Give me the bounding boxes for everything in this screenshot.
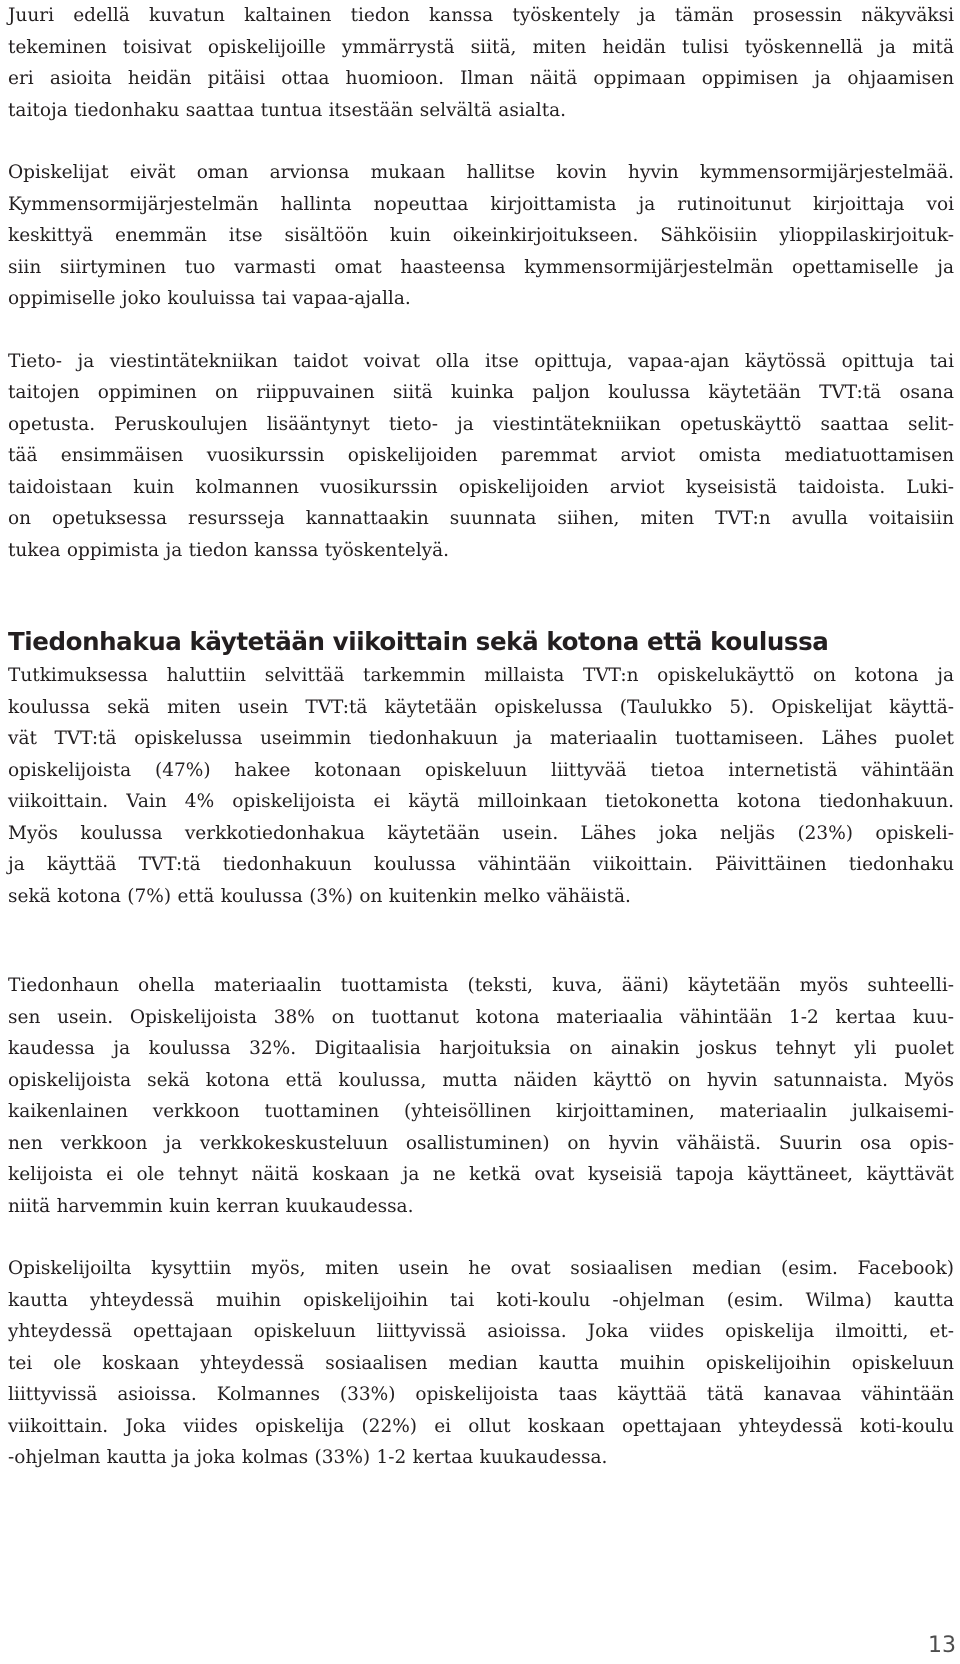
text-line: siin siirtyminen tuo varmasti omat haasteensa kymmensormijärjestelmän opettamiselle ja	[8, 256, 954, 278]
text-line: viikoittain. Vain 4% opiskelijoista ei käytä milloinkaan tietokonetta kotona tiedonhakuun.	[8, 791, 954, 812]
text-line: tekeminen toisivat opiskelijoille ymmärrystä siitä, miten heidän tulisi työskennellä ja mitä	[8, 36, 954, 58]
text-line: Tiedonhaun ohella materiaalin tuottamista (teksti, kuva, ääni) käytetään myös suhteelli-	[8, 975, 954, 996]
text-line: Myös koulussa verkkotiedonhakua käytetään usein. Lähes joka neljäs (23%) opiskeli-	[8, 822, 954, 844]
text-line: tää ensimmäisen vuosikurssin opiskelijoiden paremmat arviot omista mediatuottamisen	[8, 445, 954, 466]
text-line: Opiskelijat eivät oman arvionsa mukaan hallitse kovin hyvin kymmensormijärjestelmää.	[8, 162, 954, 183]
text-line: niitä harvemmin kuin kerran kuukaudessa.	[8, 1195, 414, 1217]
text-line: kautta yhteydessä muihin opiskelijoihin tai koti-koulu -ohjelman (esim. Wilma) kautta	[8, 1289, 954, 1311]
text-line: liittyvissä asioissa. Kolmannes (33%) opiskelijoista taas käyttää tätä kanavaa vähintään	[8, 1384, 954, 1405]
text-line: viikoittain. Joka viides opiskelija (22%) ei ollut koskaan opettajaan yhteydessä koti-koulu	[8, 1415, 954, 1437]
text-line: kaudessa ja koulussa 32%. Digitaalisia harjoituksia on ainakin joskus tehnyt yli puolet	[8, 1038, 954, 1059]
paragraph-5	[8, 970, 954, 1222]
text-line: opetusta. Peruskoulujen lisääntynyt tieto- ja viestintätekniikan opetuskäyttö saattaa selit-	[8, 413, 954, 435]
text-line: taitoja tiedonhaku saattaa tuntua itsestään selvältä asialta.	[8, 99, 567, 121]
text-line: taidoistaan kuin kolmannen vuosikurssin opiskelijoiden arviot kyseisistä taidoista. Luki-	[8, 476, 954, 498]
section-heading: Tiedonhakua käytetään viikoittain sekä kotona että koulussa	[8, 627, 829, 656]
paragraph-1	[8, 0, 954, 126]
text-line: taitojen oppiminen on riippuvainen siitä kuinka paljon koulussa käytetään TVT:tä osana	[8, 382, 954, 403]
paragraph-3	[8, 346, 954, 567]
text-line: oppimiselle joko kouluissa tai vapaa-ajalla.	[8, 288, 411, 309]
text-line: kaikenlainen verkkoon tuottaminen (yhteisöllinen kirjoittaminen, materiaalin julkaisemi-	[8, 1101, 954, 1122]
text-line: yhteydessä opettajaan opiskeluun liittyvissä asioissa. Joka viides opiskelija ilmoitti, et-	[8, 1321, 954, 1342]
text-line: eri asioita heidän pitäisi ottaa huomioon. Ilman näitä oppimaan oppimisen ja ohjaamisen	[8, 68, 954, 89]
text-line: Juuri edellä kuvatun kaltainen tiedon kanssa työskentely ja tämän prosessin näkyväksi	[8, 5, 954, 26]
text-line: tei ole koskaan yhteydessä sosiaalisen median kautta muihin opiskelijoihin opiskeluun	[8, 1352, 954, 1374]
text-line: Kymmensormijärjestelmän hallinta nopeuttaa kirjoittamista ja rutinoitunut kirjoittaja voi	[8, 193, 954, 215]
text-line: tukea oppimista ja tiedon kanssa työskentelyä.	[8, 539, 449, 561]
text-line: -ohjelman kautta ja joka kolmas (33%) 1-2 kertaa kuukaudessa.	[8, 1447, 608, 1468]
text-line: kelijoista ei ole tehnyt näitä koskaan ja ne ketkä ovat kyseisiä tapoja käyttäneet, käyttävät	[8, 1164, 954, 1185]
page-number: 13	[928, 1633, 956, 1658]
text-line: sen usein. Opiskelijoista 38% on tuottanut kotona materiaalia vähintään 1-2 kertaa kuu-	[8, 1006, 954, 1028]
text-line: on opetuksessa resursseja kannattaakin suunnata siihen, miten TVT:n avulla voitaisiin	[8, 508, 954, 529]
paragraph-2	[8, 157, 954, 315]
text-line: koulussa sekä miten usein TVT:tä käytetään opiskelussa (Taulukko 5). Opiskelijat käyttä-	[8, 696, 954, 718]
text-line: keskittyä enemmän itse sisältöön kuin oikeinkirjoitukseen. Sähköisiin ylioppilaskirjoituk-	[8, 225, 954, 246]
text-line: Opiskelijoilta kysyttiin myös, miten usein he ovat sosiaalisen median (esim. Facebook)	[8, 1258, 954, 1279]
text-line: opiskelijoista (47%) hakee kotonaan opiskeluun liittyvää tietoa internetistä vähintään	[8, 759, 954, 781]
text-line: Tieto- ja viestintätekniikan taidot voivat olla itse opittuja, vapaa-ajan käytössä opittuja tai	[8, 350, 954, 372]
text-line: nen verkkoon ja verkkokeskusteluun osallistuminen) on hyvin vähäistä. Suurin osa opis-	[8, 1132, 954, 1154]
paragraph-6	[8, 1253, 954, 1474]
text-line: opiskelijoista sekä kotona että koulussa, mutta näiden käyttö on hyvin satunnaista. Myös	[8, 1069, 954, 1091]
text-line: vät TVT:tä opiskelussa useimmin tiedonhakuun ja materiaalin tuottamiseen. Lähes puolet	[8, 728, 954, 749]
paragraph-4	[8, 660, 954, 912]
text-line: sekä kotona (7%) että koulussa (3%) on kuitenkin melko vähäistä.	[8, 885, 631, 907]
text-line: ja käyttää TVT:tä tiedonhakuun koulussa vähintään viikoittain. Päivittäinen tiedonhaku	[8, 854, 954, 875]
page-content	[8, 0, 954, 1474]
text-line: Tutkimuksessa haluttiin selvittää tarkemmin millaista TVT:n opiskelukäyttö on kotona ja	[8, 665, 954, 686]
